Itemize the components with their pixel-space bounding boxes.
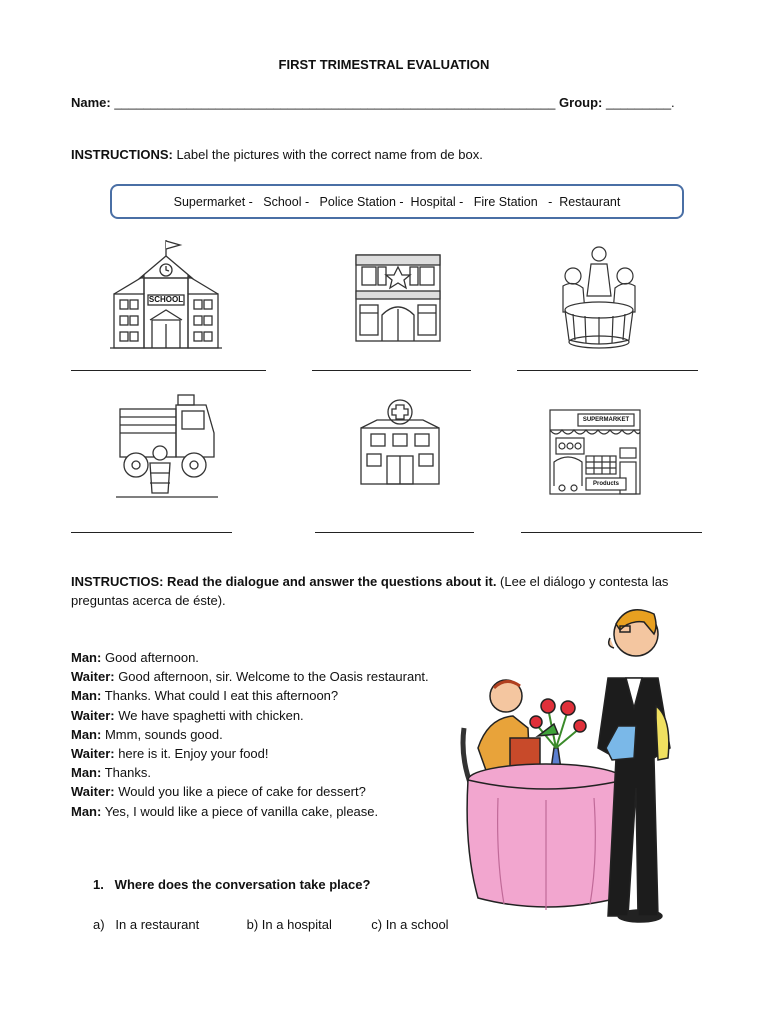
question-1-options [93, 917, 449, 932]
line-text: Mmm, sounds good. [101, 726, 223, 742]
speaker: Man: [71, 803, 102, 819]
line-text: We have spaghetti with chicken. [114, 707, 304, 723]
name-label: Name: [71, 95, 111, 110]
dialogue-line [71, 725, 491, 744]
police-station-picture [354, 253, 442, 343]
instructions-1 [71, 147, 483, 162]
line-text: here is it. Enjoy your food! [114, 746, 269, 762]
instructions-1-label: INSTRUCTIONS: [71, 147, 173, 162]
line-text: Would you like a piece of cake for dessert? [114, 784, 366, 800]
waiter-illustration [458, 598, 688, 928]
dialogue-line [71, 802, 491, 821]
supermarket-sign: SUPERMARKET [582, 417, 630, 423]
option-a[interactable]: a) In a restaurant [93, 917, 200, 932]
question-1: 1. Where does the conversation take place? [93, 877, 371, 892]
line-text: Good afternoon. [101, 650, 199, 665]
fire-station-picture [116, 393, 218, 499]
dialogue-line [71, 667, 491, 686]
speaker: Man: [71, 650, 102, 665]
line-text: Thanks. [101, 765, 151, 781]
speaker: Man: [71, 726, 102, 742]
speaker: Waiter: [71, 784, 115, 800]
speaker: Waiter: [71, 669, 115, 685]
products-sign: Products [592, 481, 619, 487]
word-box [110, 184, 684, 219]
answer-line-3[interactable] [517, 370, 698, 371]
line-text: Good afternoon, sir. Welcome to the Oasis restaurant. [114, 669, 429, 685]
answer-line-1[interactable] [71, 370, 266, 371]
hospital-picture [357, 398, 443, 486]
option-b[interactable]: b) In a hospital [246, 917, 332, 932]
name-group-line [71, 95, 675, 110]
answer-line-4[interactable] [71, 532, 232, 533]
dialogue-line [71, 706, 491, 725]
school-sign: SCHOOL [148, 295, 184, 304]
answer-line-2[interactable] [312, 370, 471, 371]
option-c[interactable]: c) In a school [371, 917, 449, 932]
dialogue-line [71, 686, 491, 705]
instructions-2-text: (Lee el diálogo y contesta las preguntas acerca de éste). [71, 574, 669, 608]
page-title: FIRST TRIMESTRAL EVALUATION [278, 57, 490, 72]
line-text: Thanks. What could I eat this afternoon? [101, 688, 339, 704]
answer-line-6[interactable] [521, 532, 702, 533]
restaurant-picture [557, 244, 641, 352]
word-box-text: Supermarket - School - Police Station - Hospital - Fire Station - Restaurant [173, 194, 621, 209]
instructions-2-label: INSTRUCTIOS: Read the dialogue and answer the questions about it. [71, 574, 497, 589]
school-picture [110, 238, 222, 350]
dialogue [71, 648, 491, 821]
speaker: Waiter: [71, 746, 115, 762]
line-text: Yes, I would like a piece of vanilla cake, please. [101, 803, 379, 819]
answer-line-5[interactable] [315, 532, 474, 533]
dialogue-line [71, 782, 491, 801]
speaker: Waiter: [71, 707, 115, 723]
supermarket-picture [548, 408, 642, 496]
dialogue-line [71, 763, 491, 782]
speaker: Man: [71, 765, 102, 781]
group-label: Group: [559, 95, 603, 110]
dialogue-line [71, 648, 491, 667]
instructions-1-text: Label the pictures with the correct name from de box. [172, 147, 483, 162]
dialogue-line [71, 744, 491, 763]
group-blank[interactable]: _________. [605, 95, 675, 110]
speaker: Man: [71, 688, 102, 704]
name-blank[interactable]: _____________________________________________________________ [114, 95, 556, 110]
